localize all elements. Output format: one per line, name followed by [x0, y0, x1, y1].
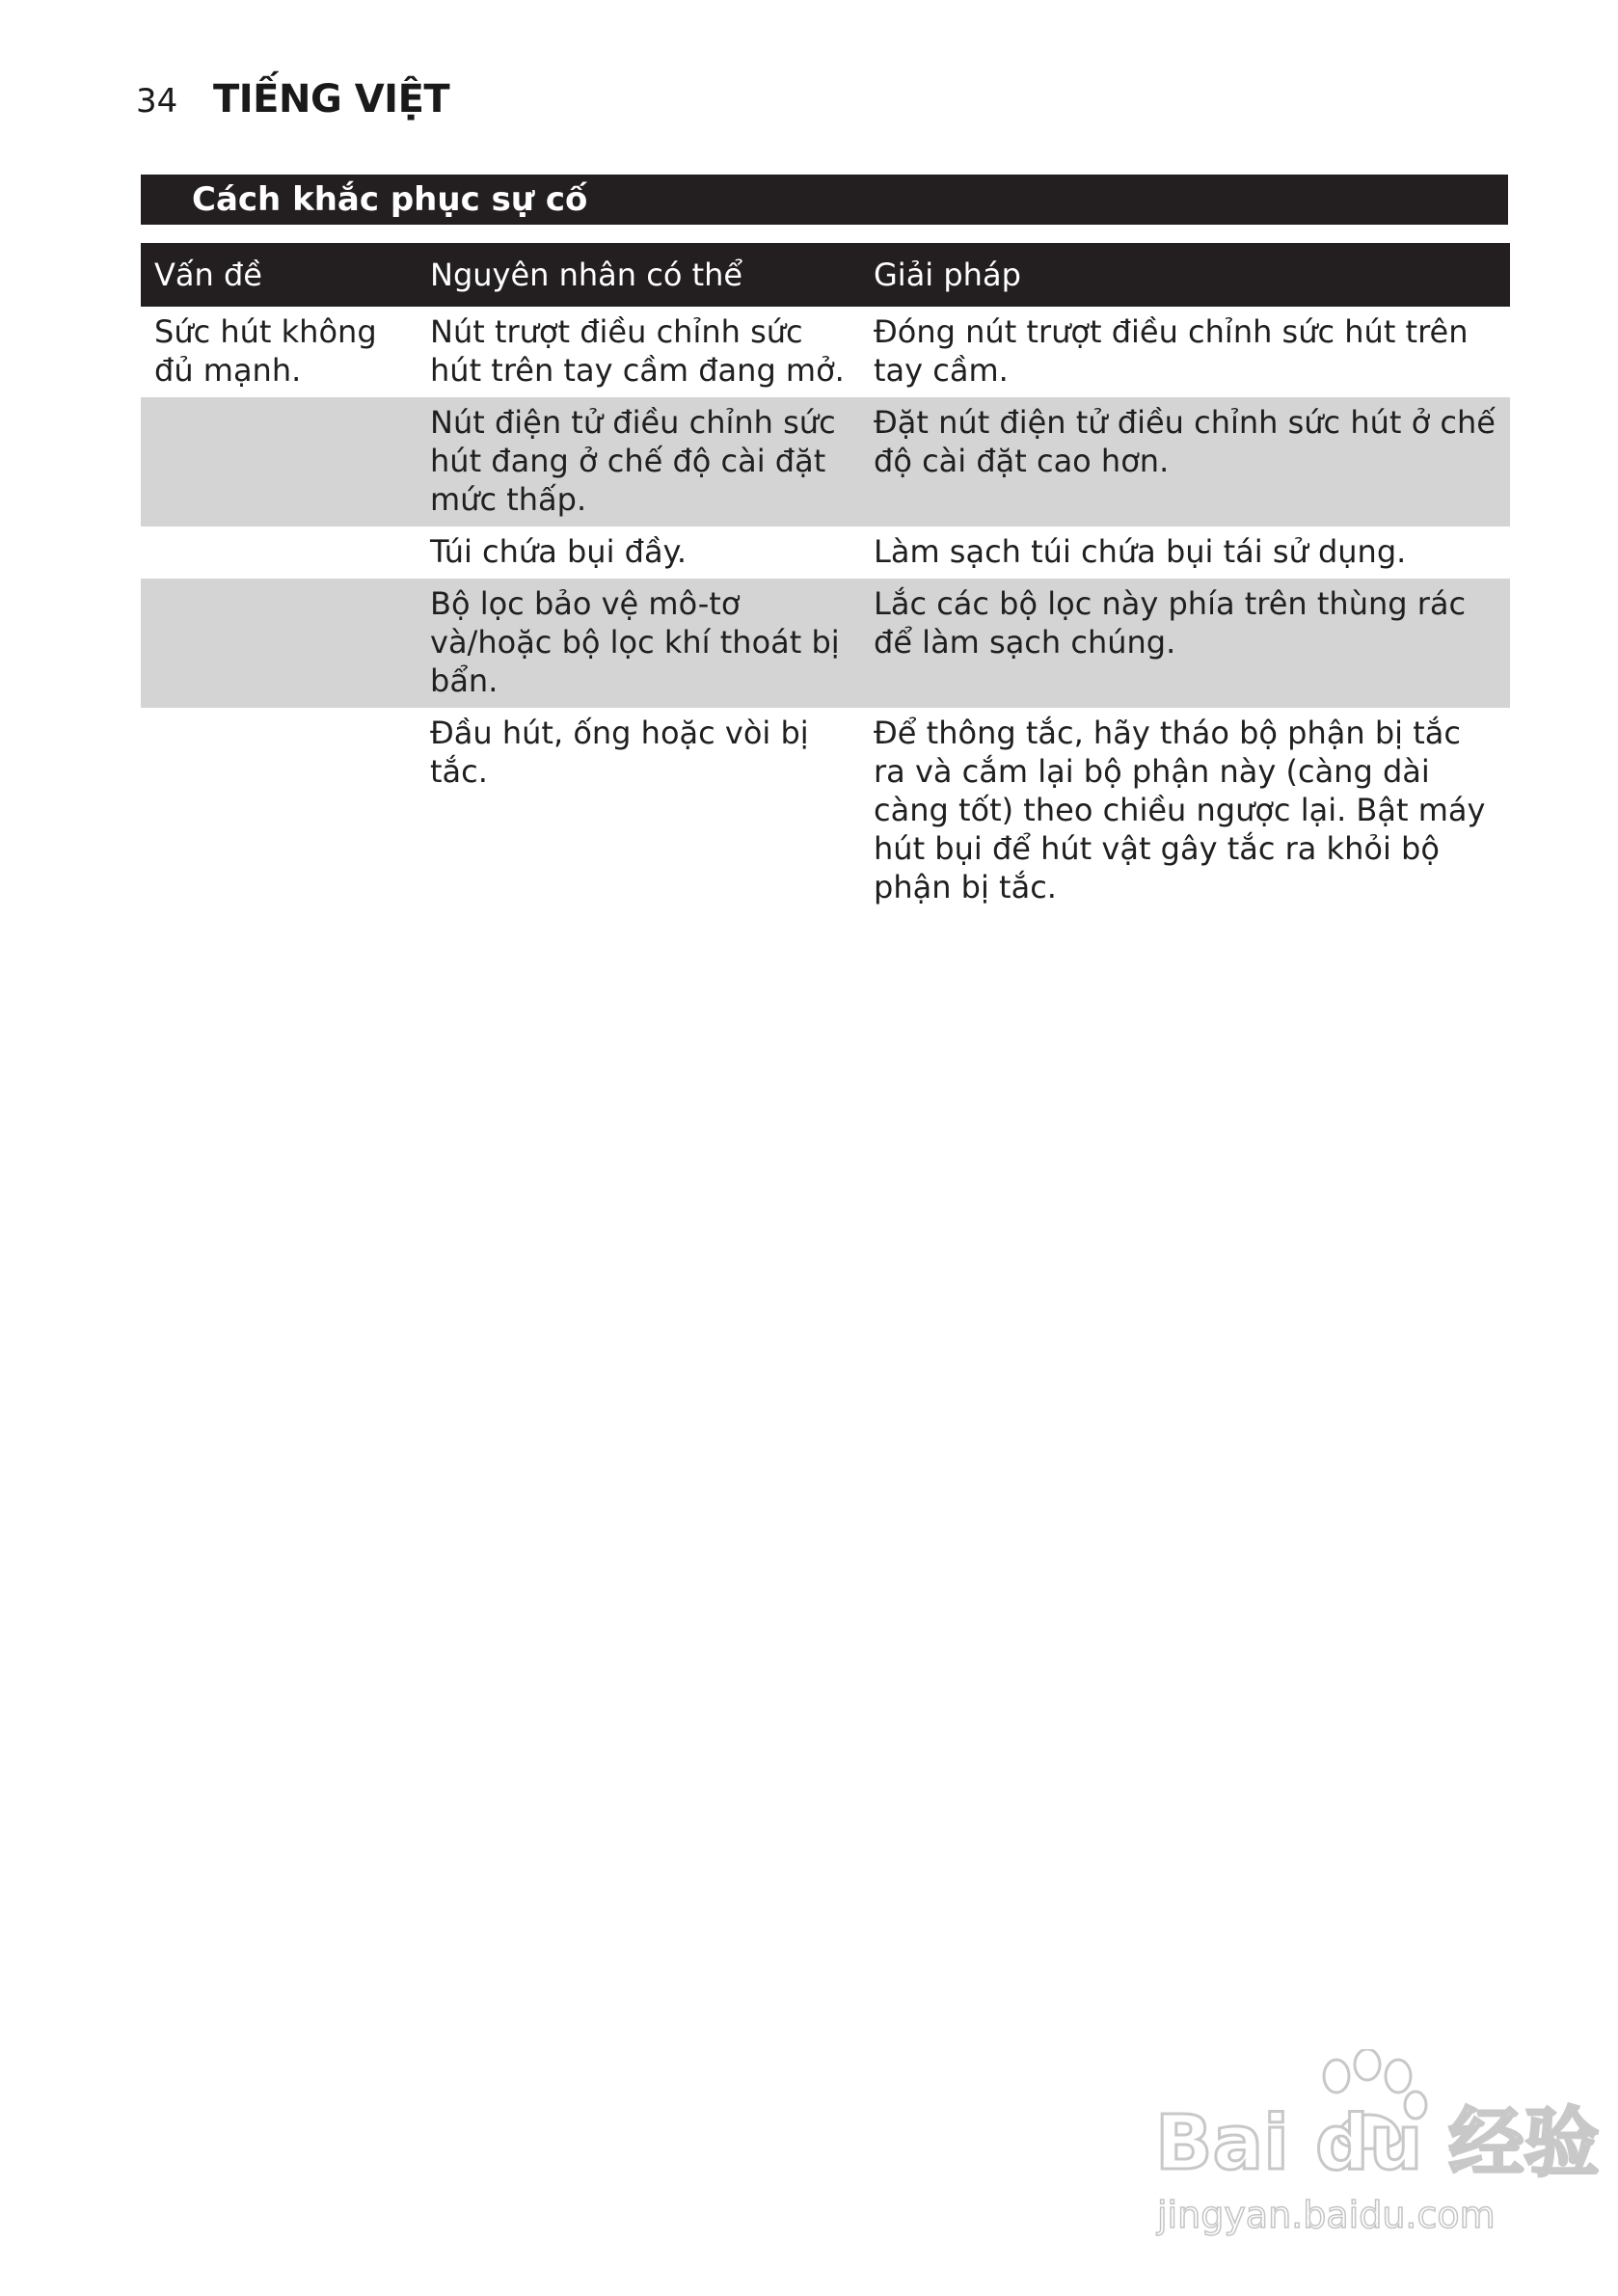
- column-header-problem: Vấn đề: [141, 243, 417, 307]
- table-row: [141, 579, 1510, 708]
- cause-cell: Nút điện tử điều chỉnh sức hút đang ở chế độ cài đặt mức thấp.: [417, 397, 860, 527]
- page-language-heading: TIẾNG VIỆT: [213, 77, 450, 122]
- solution-cell: Đặt nút điện tử điều chỉnh sức hút ở chế độ cài đặt cao hơn.: [860, 397, 1510, 527]
- problem-cell: [141, 397, 417, 527]
- solution-cell: Đóng nút trượt điều chỉnh sức hút trên tay cầm.: [874, 313, 1469, 389]
- problem-cell: [141, 527, 417, 579]
- column-header-cause: Nguyên nhân có thể: [417, 243, 860, 307]
- watermark-brand: Bai du 经验: [1155, 2100, 1600, 2187]
- section-header-bar: [141, 175, 1508, 225]
- table-row: [141, 397, 1510, 527]
- problem-cell: Sức hút không đủ mạnh.: [154, 313, 377, 389]
- solution-cell: Để thông tắc, hãy tháo bộ phận bị tắc ra và cắm lại bộ phận này (càng dài càng tốt) theo chiều ngược lại. Bật máy hút bụi để hút vật gây tắc ra khỏi bộ phận bị tắc.: [874, 715, 1486, 905]
- table-row: [141, 708, 1510, 914]
- solution-cell: Lắc các bộ lọc này phía trên thùng rác để làm sạch chúng.: [860, 579, 1510, 708]
- cause-cell: Nút trượt điều chỉnh sức hút trên tay cầm đang mở.: [430, 313, 845, 389]
- troubleshooting-table: [141, 243, 1510, 914]
- baidu-watermark: [1146, 2049, 1600, 2252]
- cause-cell: Đầu hút, ống hoặc vòi bị tắc.: [430, 715, 809, 790]
- table-row: [141, 307, 1510, 397]
- watermark-url: jingyan.baidu.com: [1157, 2194, 1496, 2236]
- problem-cell: [141, 579, 417, 708]
- problem-cell: [141, 708, 417, 914]
- column-header-solution: Giải pháp: [860, 243, 1510, 307]
- table-header-row: [141, 243, 1510, 307]
- cause-cell: Túi chứa bụi đầy.: [430, 533, 688, 570]
- solution-cell: Làm sạch túi chứa bụi tái sử dụng.: [874, 533, 1407, 570]
- section-title: Cách khắc phục sự cố: [192, 180, 588, 219]
- cause-cell: Bộ lọc bảo vệ mô-tơ và/hoặc bộ lọc khí thoát bị bẩn.: [417, 579, 860, 708]
- table-row: [141, 527, 1510, 579]
- page-number: 34: [136, 82, 178, 121]
